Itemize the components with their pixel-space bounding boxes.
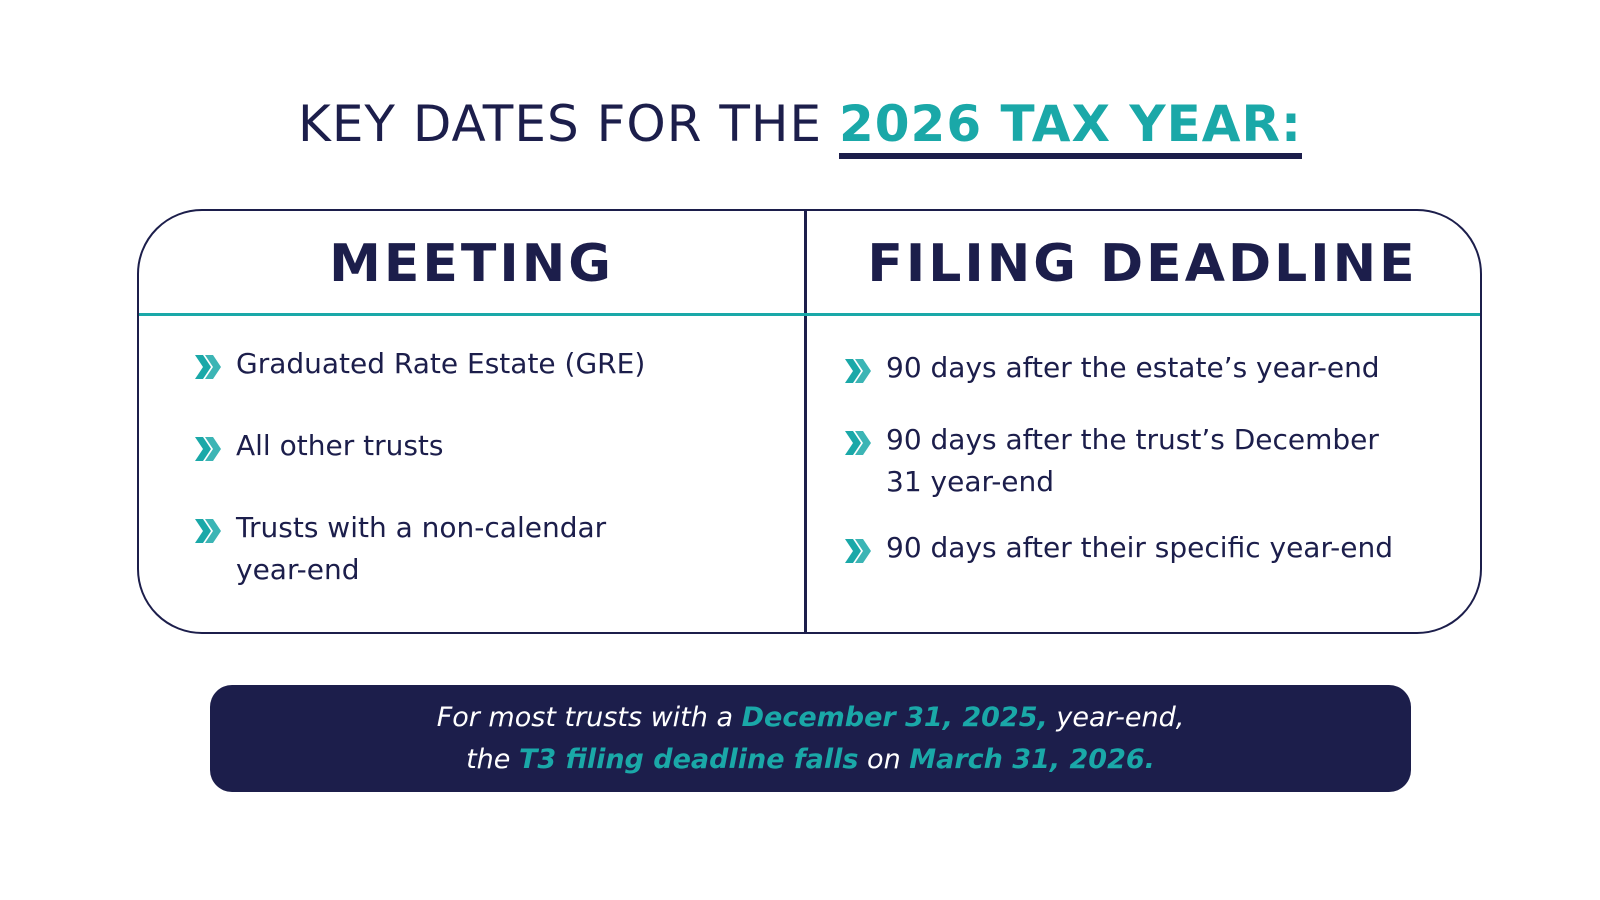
- note-highlight: December 31, 2025,: [741, 702, 1048, 733]
- note-line-2: [210, 739, 1411, 781]
- title-accent: 2026 TAX YEAR:: [839, 95, 1302, 159]
- double-chevron-right-icon: [193, 352, 225, 382]
- note-highlight: T3 filing deadline falls: [518, 744, 859, 775]
- summary-note: [210, 685, 1411, 792]
- note-text: the: [466, 744, 519, 775]
- deadline-item: [843, 533, 1473, 569]
- meeting-item-text: Trusts with a non-calendar year-end: [236, 511, 607, 586]
- note-text: year-end,: [1047, 702, 1185, 733]
- filing-deadline-header: FILING DEADLINE: [867, 234, 1418, 294]
- double-chevron-right-icon: [193, 434, 225, 464]
- note-text: For most trusts with a: [436, 702, 742, 733]
- title-prefix: KEY DATES FOR THE: [298, 95, 839, 153]
- deadline-item: [843, 353, 1463, 389]
- deadline-item-text: 90 days after the trust’s December 31 year-end: [886, 423, 1379, 498]
- meeting-item: [193, 431, 753, 467]
- note-line-1: [210, 697, 1411, 739]
- note-highlight: March 31, 2026.: [909, 744, 1155, 775]
- meeting-item-text: All other trusts: [236, 429, 444, 462]
- meeting-item-text: Graduated Rate Estate (GRE): [236, 347, 646, 380]
- double-chevron-right-icon: [843, 428, 875, 458]
- double-chevron-right-icon: [193, 516, 225, 546]
- deadline-item-text: 90 days after their specific year-end: [886, 531, 1394, 564]
- note-text: on: [858, 744, 910, 775]
- meeting-item: [193, 513, 673, 591]
- deadline-item: [843, 425, 1403, 503]
- deadline-item-text: 90 days after the estate’s year-end: [886, 351, 1380, 384]
- double-chevron-right-icon: [843, 536, 875, 566]
- meeting-header: MEETING: [329, 234, 614, 294]
- double-chevron-right-icon: [843, 356, 875, 386]
- meeting-item: [193, 349, 753, 385]
- page-title: [0, 92, 1600, 156]
- key-dates-table: [137, 209, 1482, 634]
- header-divider: [139, 313, 1480, 316]
